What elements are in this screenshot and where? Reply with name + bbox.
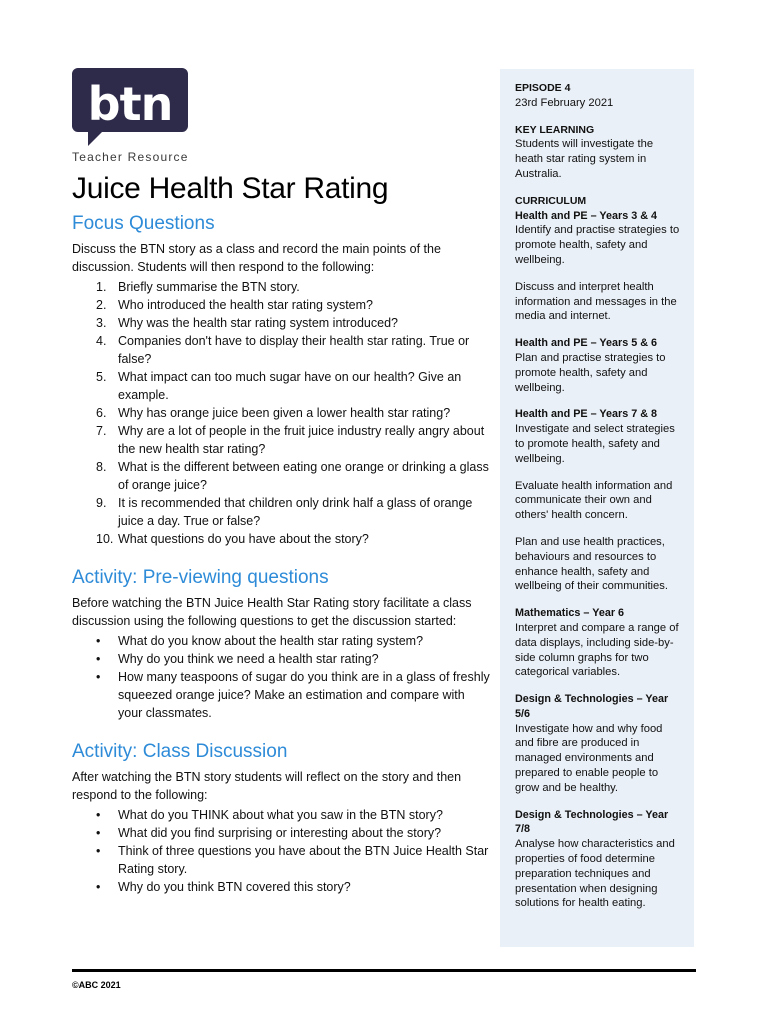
class-discussion-heading: Activity: Class Discussion: [72, 741, 288, 762]
focus-question-item: [72, 332, 492, 368]
question-text: What is the different between eating one orange or drinking a glass of orange juice?: [118, 460, 489, 492]
list-number: 5.: [96, 370, 107, 384]
page-title: Juice Health Star Rating: [72, 172, 389, 205]
hpe34-text: Identify and practise strategies to promote health, safety and wellbeing.: [515, 224, 680, 266]
list-number: 3.: [96, 316, 107, 330]
previewing-intro: Before watching the BTN Juice Health Star Rating story facilitate a class discussion using the following questions to get the discussion started:: [72, 596, 472, 628]
focus-question-item: [72, 422, 492, 458]
bullet-icon: •: [96, 880, 101, 894]
list-number: 9.: [96, 496, 107, 510]
list-number: 6.: [96, 406, 107, 420]
focus-question-item: [72, 278, 492, 296]
bullet-icon: •: [96, 844, 101, 858]
sidebar-info-panel: [500, 69, 694, 947]
main-content: [72, 212, 492, 896]
bullet-icon: •: [96, 826, 101, 840]
focus-intro: Discuss the BTN story as a class and record the main points of the discussion. Students will then respond to the following:: [72, 242, 441, 274]
previewing-section: [72, 566, 492, 722]
bullet-text: Think of three questions you have about the BTN Juice Health Star Rating story.: [118, 844, 489, 876]
previewing-bullet-item: [72, 650, 492, 668]
bullet-icon: •: [96, 634, 101, 648]
key-learning-label: KEY LEARNING: [515, 123, 595, 136]
question-text: What questions do you have about the story?: [118, 532, 369, 546]
class-discussion-bullet-item: [72, 878, 492, 896]
previewing-bullet-item: [72, 668, 492, 722]
list-number: 7.: [96, 424, 107, 438]
question-text: Who introduced the health star rating system?: [118, 298, 373, 312]
dt56-title: Design & Technologies – Year 5/6: [515, 693, 669, 720]
focus-question-item: [72, 494, 492, 530]
bullet-text: How many teaspoons of sugar do you think are in a glass of freshly squeezed orange juice? Make an estimation and compare with your classmates.: [118, 670, 490, 720]
key-learning-text: Students will investigate the heath star rating system in Australia.: [515, 138, 654, 180]
footer-divider: [72, 969, 696, 972]
question-text: Why was the health star rating system introduced?: [118, 316, 398, 330]
math-text: Interpret and compare a range of data displays, including side-by-side column graphs for two categorical variables.: [515, 621, 679, 679]
dt78-text: Analyse how characteristics and properties of food determine preparation techniques and presentation when designing solutions for health eating.: [515, 838, 675, 910]
previewing-bullet-item: [72, 632, 492, 650]
bullet-text: What do you THINK about what you saw in the BTN story?: [118, 808, 443, 822]
class-discussion-bullet-item: [72, 842, 492, 878]
bullet-text: What do you know about the health star rating system?: [118, 634, 424, 648]
bullet-text: Why do you think we need a health star rating?: [118, 652, 379, 666]
bullet-text: What did you find surprising or interesting about the story?: [118, 826, 442, 840]
question-text: What impact can too much sugar have on our health? Give an example.: [118, 370, 462, 402]
previewing-bullet-list: [72, 632, 492, 722]
question-text: It is recommended that children only drink half a glass of orange juice a day. True or false?: [118, 496, 473, 528]
focus-question-item: [72, 458, 492, 494]
footer-copyright: ©ABC 2021: [72, 980, 121, 990]
question-text: Companies don't have to display their health star rating. True or false?: [118, 334, 470, 366]
hpe34-text-2: Discuss and interpret health information and messages in the media and internet.: [515, 280, 677, 323]
dt56-text: Investigate how and why food and fibre are produced in managed environments and prepared to enable people to grow and be healthy.: [515, 722, 663, 794]
hpe78-text-2: Evaluate health information and communicate their own and others' health concern.: [515, 479, 673, 522]
hpe56-text: Plan and practise strategies to promote health, safety and wellbeing.: [515, 351, 666, 394]
focus-question-item: [72, 404, 492, 422]
focus-question-item: [72, 314, 492, 332]
bullet-icon: •: [96, 808, 101, 822]
question-text: Why are a lot of people in the fruit juice industry really angry about the new health star rating?: [118, 424, 485, 456]
tagline: Teacher Resource: [72, 150, 189, 164]
episode-label: EPISODE 4: [515, 82, 571, 94]
hpe78-title: Health and PE – Years 7 & 8: [515, 408, 658, 421]
curriculum-label: CURRICULUM: [515, 194, 587, 207]
class-discussion-bullet-item: [72, 824, 492, 842]
hpe78-text: Investigate and select strategies to promote health, safety and wellbeing.: [515, 423, 675, 465]
focus-question-item: [72, 530, 492, 548]
dt78-title: Design & Technologies – Year 7/8: [515, 808, 669, 836]
focus-question-item: [72, 296, 492, 314]
logo-wordmark: btn: [87, 77, 173, 131]
question-text: Briefly summarise the BTN story.: [118, 280, 300, 294]
focus-section: [72, 212, 492, 548]
hpe56-title: Health and PE – Years 5 & 6: [515, 337, 658, 350]
bullet-icon: •: [96, 670, 101, 684]
class-discussion-bullet-item: [72, 806, 492, 824]
focus-question-item: [72, 368, 492, 404]
list-number: 8.: [96, 460, 107, 474]
math-title: Mathematics – Year 6: [515, 607, 625, 620]
list-number: 2.: [96, 298, 107, 312]
question-text: Why has orange juice been given a lower health star rating?: [118, 406, 451, 420]
list-number: 10.: [96, 532, 114, 546]
previewing-heading: Activity: Pre-viewing questions: [72, 567, 329, 588]
list-number: 4.: [96, 334, 107, 348]
class-discussion-bullet-list: [72, 806, 492, 896]
focus-question-list: [72, 278, 492, 548]
episode-date: 23rd February 2021: [515, 96, 614, 109]
hpe34-title: Health and PE – Years 3 & 4: [515, 209, 658, 222]
bullet-icon: •: [96, 652, 101, 666]
class-discussion-section: [72, 740, 492, 896]
class-discussion-intro: After watching the BTN story students will reflect on the story and then respond to the following:: [72, 770, 462, 802]
list-number: 1.: [96, 280, 107, 294]
hpe78-text-3: Plan and use health practices, behaviours and resources to enhance health, safety and wellbeing of their communities.: [515, 535, 668, 593]
focus-heading: Focus Questions: [72, 213, 215, 234]
bullet-text: Why do you think BTN covered this story?: [118, 880, 351, 894]
